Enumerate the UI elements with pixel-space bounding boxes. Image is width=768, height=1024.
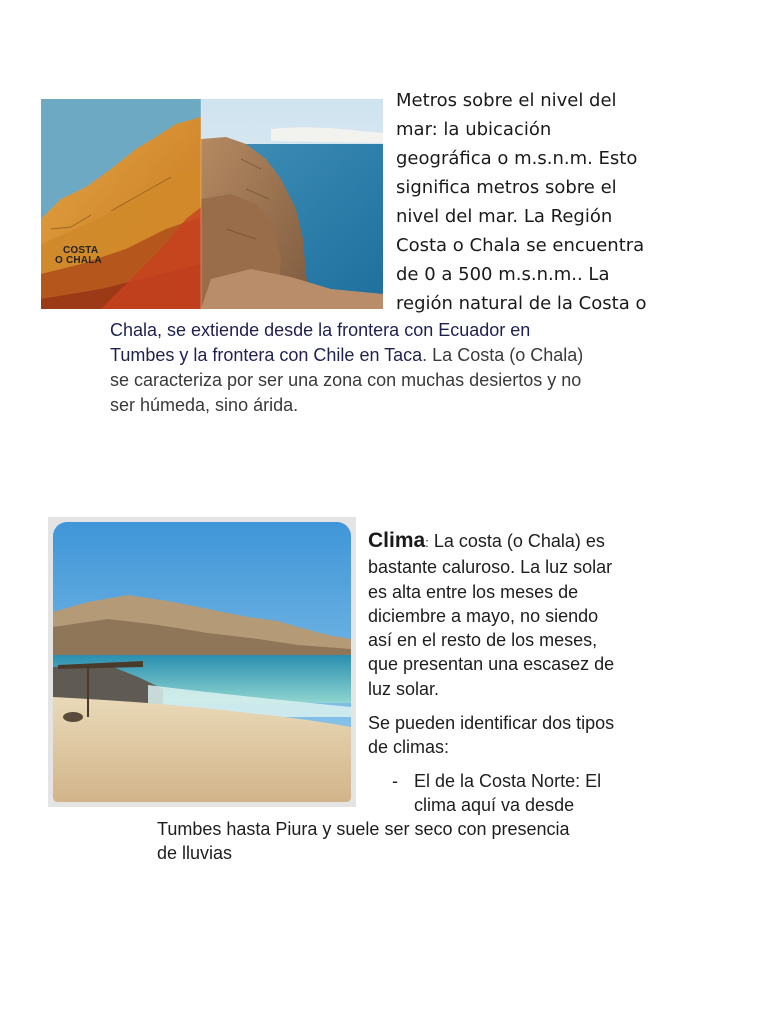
clima-line: luz solar. bbox=[368, 678, 440, 699]
intro-line: se caracteriza por ser una zona con muchas desiertos y no bbox=[110, 370, 582, 390]
beach-photo-graphic bbox=[48, 517, 356, 807]
list-item-continuation bbox=[157, 817, 570, 866]
intro-line: Costa o Chala se encuentra bbox=[396, 235, 645, 256]
clima-paragraph bbox=[368, 529, 668, 701]
intro-line-rest: . La Costa (o Chala) bbox=[422, 345, 584, 365]
clima-heading: Clima bbox=[368, 529, 426, 552]
clima-line: bastante caluroso. La luz solar bbox=[368, 557, 613, 578]
list-item-line: El de la Costa Norte: El bbox=[414, 771, 602, 791]
intro-paragraph-continuation bbox=[110, 318, 670, 418]
beach-photo bbox=[48, 517, 356, 807]
intro-line: ser húmeda, sino árida. bbox=[110, 395, 299, 415]
clima-colon: : bbox=[425, 535, 429, 550]
intro-line: nivel del mar. La Región bbox=[396, 206, 613, 227]
costa-map-photo-graphic bbox=[41, 99, 383, 309]
list-bullet-dash: - bbox=[392, 771, 398, 791]
intro-line bbox=[110, 343, 670, 368]
clima-line: así en el resto de los meses, bbox=[368, 630, 598, 651]
intro-line: mar: la ubicación bbox=[396, 119, 552, 140]
climate-types-line: de climas: bbox=[368, 737, 450, 758]
climate-types-line: Se pueden identificar dos tipos bbox=[368, 713, 615, 733]
list-item-costa-norte bbox=[414, 769, 601, 818]
intro-paragraph-right bbox=[396, 86, 666, 318]
clima-line: es alta entre los meses de bbox=[368, 581, 579, 602]
list-item-line: Tumbes hasta Piura y suele ser seco con presencia bbox=[157, 819, 570, 839]
intro-line: significa metros sobre el bbox=[396, 177, 617, 198]
intro-line: de 0 a 500 m.s.n.m.. La bbox=[396, 264, 610, 285]
climate-types-intro bbox=[368, 711, 614, 760]
clima-line1-text: La costa (o Chala) es bbox=[428, 531, 605, 551]
costa-chala-illustration bbox=[41, 99, 383, 309]
map-label-costa: COSTA bbox=[63, 245, 99, 256]
intro-line-highlight: Tumbes y la frontera con Chile en Taca bbox=[110, 345, 423, 365]
intro-line: región natural de la Costa o bbox=[396, 293, 647, 314]
clima-first-line bbox=[368, 529, 668, 555]
intro-line: Chala, se extiende desde la frontera con Ecuador en bbox=[110, 320, 531, 340]
clima-line: que presentan una escasez de bbox=[368, 654, 615, 675]
intro-line: Metros sobre el nivel del bbox=[396, 90, 617, 111]
clima-line: diciembre a mayo, no siendo bbox=[368, 605, 599, 626]
list-item-line: de lluvias bbox=[157, 843, 233, 864]
intro-line: geográfica o m.s.n.m. Esto bbox=[396, 148, 638, 169]
list-item-line: clima aquí va desde bbox=[414, 795, 575, 816]
map-label-o-chala: O CHALA bbox=[55, 255, 102, 266]
